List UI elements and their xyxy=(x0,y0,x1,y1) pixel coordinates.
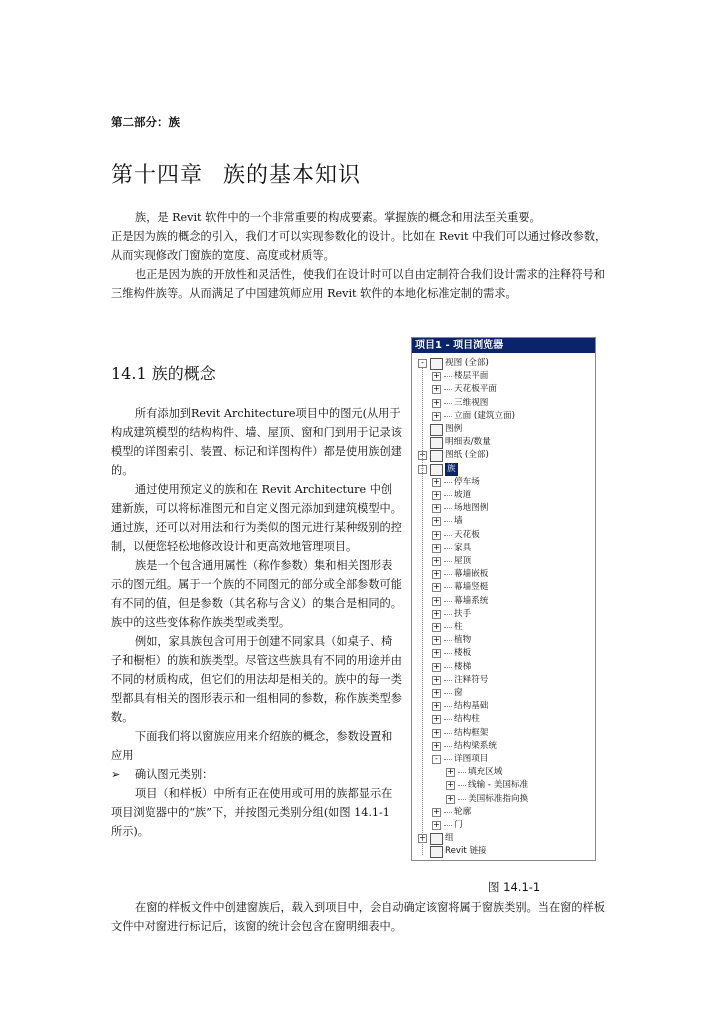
browser-tree-item[interactable] xyxy=(412,357,592,370)
tree-connector xyxy=(444,535,452,536)
expand-icon[interactable]: + xyxy=(433,384,440,394)
intro-paragraph: 也正是因为族的开放性和灵活性，使我们在设计时可以自由定制符合我们设计需求的注释符号和三维构件族等。从而满足了中国建筑师应用 Revit 软件的本地化标准定制的需求。 xyxy=(111,268,605,300)
expand-icon[interactable]: + xyxy=(433,529,440,539)
expand-icon[interactable]: + xyxy=(433,410,440,420)
browser-tree-item[interactable] xyxy=(412,502,592,515)
expand-icon[interactable]: + xyxy=(447,780,454,790)
browser-tree-item[interactable] xyxy=(412,793,592,806)
browser-tree-item-label: 天花板 xyxy=(454,529,480,540)
project-browser-figure xyxy=(411,337,596,861)
browser-tree-item[interactable] xyxy=(412,832,592,845)
browser-tree-item[interactable] xyxy=(412,727,592,740)
expand-icon[interactable]: + xyxy=(419,833,426,843)
browser-tree-item-label: 族 xyxy=(447,463,456,474)
tree-connector xyxy=(458,785,466,786)
intro-section xyxy=(111,208,616,303)
browser-tree-item[interactable] xyxy=(412,753,592,766)
browser-tree-item[interactable] xyxy=(412,555,592,568)
browser-tree-item-label: 组 xyxy=(445,833,454,844)
browser-tree-item[interactable] xyxy=(412,423,592,436)
expand-icon[interactable]: + xyxy=(433,503,440,513)
browser-tree-item[interactable] xyxy=(412,806,592,819)
tree-connector xyxy=(444,587,452,588)
browser-tree-item-label: 楼梯 xyxy=(454,661,472,672)
body-paragraph: 项目（和样板）中所有正在使用或可用的族都显示在项目浏览器中的“族”下，并按图元类别分组(如图 14.1-1 所示)。 xyxy=(111,787,393,838)
chapter-name: 族的基本知识 xyxy=(223,163,362,188)
expand-icon[interactable]: + xyxy=(433,569,440,579)
browser-tree-item[interactable] xyxy=(412,449,592,462)
browser-tree-item-label: 屋顶 xyxy=(454,556,472,566)
expand-icon[interactable]: + xyxy=(433,595,440,605)
browser-tree-item[interactable] xyxy=(412,436,592,449)
tree-connector xyxy=(444,653,452,654)
sheet-icon xyxy=(430,450,443,462)
tree-connector xyxy=(444,614,452,615)
browser-tree-item-label: 植物 xyxy=(454,635,472,646)
expand-icon[interactable]: + xyxy=(433,635,440,645)
figure-caption: 图 14.1-1 xyxy=(488,880,541,894)
browser-tree-item-label: 窗 xyxy=(454,688,463,698)
browser-tree-item-label: 结构柱 xyxy=(454,714,480,725)
browser-tree-item[interactable] xyxy=(412,568,592,581)
project-browser-title: 项目1 - 项目浏览器 xyxy=(412,338,595,353)
browser-tree-item[interactable] xyxy=(412,463,592,476)
tree-connector xyxy=(444,733,452,734)
body-column xyxy=(111,404,403,841)
expand-icon[interactable]: + xyxy=(433,582,440,592)
bullet-arrow-icon: ➢ xyxy=(111,768,121,781)
expand-icon[interactable]: + xyxy=(433,648,440,658)
tree-connector xyxy=(444,706,452,707)
tree-connector xyxy=(444,389,452,390)
tree-connector xyxy=(444,561,452,562)
expand-icon[interactable]: + xyxy=(433,661,440,671)
browser-tree-item-label: 楼板 xyxy=(454,648,472,659)
browser-tree-item[interactable] xyxy=(412,397,592,410)
browser-tree-item[interactable] xyxy=(412,542,592,555)
tree-connector xyxy=(444,495,452,496)
expand-icon[interactable]: + xyxy=(433,516,440,526)
expand-icon[interactable]: + xyxy=(433,542,440,552)
browser-tree-item[interactable] xyxy=(412,608,592,621)
browser-tree-item[interactable] xyxy=(412,647,592,660)
browser-tree-item-label: 幕墙系统 xyxy=(454,595,489,606)
browser-tree-item-label: 线输 - 美国标准 xyxy=(468,780,529,791)
tree-connector xyxy=(444,825,452,826)
browser-tree-item[interactable] xyxy=(412,661,592,674)
tree-connector xyxy=(444,403,452,404)
tree-connector xyxy=(444,482,452,483)
browser-tree-item[interactable] xyxy=(412,819,592,832)
expand-icon[interactable]: + xyxy=(433,397,440,407)
browser-tree-item-label: 柱 xyxy=(454,622,463,632)
expand-icon[interactable]: + xyxy=(433,688,440,697)
expand-icon[interactable]: + xyxy=(433,476,440,486)
browser-tree-item-label: 注释符号 xyxy=(454,674,489,685)
collapse-icon[interactable]: - xyxy=(418,465,427,474)
schedule-icon xyxy=(430,437,443,449)
browser-tree-item[interactable] xyxy=(412,674,592,687)
browser-tree-item-label: 美国标准指向换 xyxy=(468,793,529,804)
closing-paragraph: 在窗的样板文件中创建窗族后，载入到项目中，会自动确定该窗将属于窗族类别。当在窗的样板文件中对窗进行标记后，该窗的统计会包含在窗明细表中。 xyxy=(111,901,605,933)
tree-connector xyxy=(444,746,452,747)
browser-tree-item[interactable] xyxy=(412,845,592,858)
body-paragraph: 通过使用预定义的族和在 Revit Architecture 中创建新族，可以将标准图元和自定义图元添加到建筑模型中。通过族，还可以对用法和行为类似的图元进行某种级别的控制，以便您轻松地修改设计和更高效地管理项目。 xyxy=(111,483,402,553)
body-paragraph: 族是一个包含通用属性（称作参数）集和相关图形表示的图元组。属于一个族的不同图元的部分或全部参数可能有不同的值，但是参数（其名称与含义）的集合是相同的。族中的这些变体称作族类型或类型。 xyxy=(111,559,402,629)
expand-icon[interactable]: + xyxy=(419,450,426,460)
browser-tree-item-label: 幕墙竖梃 xyxy=(454,582,489,593)
browser-tree-item-label: 填充区域 xyxy=(468,767,503,778)
browser-tree-item-label: 视图 (全部) xyxy=(445,358,489,368)
browser-tree-item-label: 结构梁系统 xyxy=(454,740,497,751)
browser-tree-item-label: 墙 xyxy=(454,516,463,527)
tree-guide-line xyxy=(422,367,423,855)
browser-tree-item-label: 坡道 xyxy=(454,490,472,500)
tree-connector xyxy=(444,667,452,668)
link-icon xyxy=(430,846,443,858)
browser-tree-item[interactable] xyxy=(412,621,592,634)
browser-tree-item-label: 图例 xyxy=(445,424,463,434)
browser-tree-item-label: 停车场 xyxy=(454,476,480,487)
expand-icon[interactable]: + xyxy=(433,727,440,737)
browser-tree-item[interactable] xyxy=(412,515,592,528)
closing-section xyxy=(111,898,616,936)
tree-connector xyxy=(444,376,452,377)
browser-tree-item-label: 扶手 xyxy=(454,608,472,619)
browser-tree-item[interactable] xyxy=(412,740,592,753)
browser-tree-item[interactable] xyxy=(412,779,592,792)
expand-icon[interactable]: + xyxy=(433,701,440,711)
tree-connector xyxy=(444,521,452,522)
browser-tree-item-label: 图纸 (全部) xyxy=(445,450,489,461)
body-paragraph: 下面我们将以窗族应用来介绍族的概念，参数设置和应用 xyxy=(111,730,393,762)
expand-icon[interactable]: + xyxy=(433,740,440,750)
tree-connector xyxy=(444,812,452,813)
tree-connector xyxy=(444,601,452,602)
browser-tree-item-label: 场地图例 xyxy=(454,503,489,514)
body-paragraph: 所有添加到Revit Architecture项目中的图元(从用于构成建筑模型的结构构件、墙、屋顶、窗和门到用于记录该模型的详图索引、装置、标记和详图构件）都是使用族创建的。 xyxy=(111,407,402,477)
browser-tree-item-label: 幕墙嵌板 xyxy=(454,569,489,580)
tree-connector xyxy=(444,627,452,628)
tree-connector xyxy=(444,719,452,720)
intro-paragraph: 正是因为族的概念的引入，我们才可以实现参数化的设计。比如在 Revit 中我们可以通过修改参数，从而实现修改门窗族的宽度、高度或材质等。 xyxy=(111,230,607,262)
browser-tree-item-label: 楼层平面 xyxy=(454,371,489,382)
browser-tree-item-label: Revit 链接 xyxy=(445,846,487,857)
tree-connector xyxy=(458,799,466,800)
collapse-icon[interactable]: - xyxy=(418,359,427,368)
browser-tree-item[interactable] xyxy=(412,410,592,423)
browser-tree-item[interactable] xyxy=(412,687,592,700)
browser-tree-item-label: 详图项目 xyxy=(454,754,489,764)
browser-tree-item-label: 三维视图 xyxy=(454,397,489,408)
bullet-text: 确认图元类别： xyxy=(135,768,214,781)
expand-icon[interactable]: + xyxy=(433,622,440,631)
family-icon xyxy=(430,464,443,476)
browser-tree-item[interactable] xyxy=(412,476,592,489)
browser-tree-item-label: 家具 xyxy=(454,542,472,553)
expand-icon[interactable]: + xyxy=(433,806,440,816)
browser-tree-item[interactable] xyxy=(412,529,592,542)
collapse-icon[interactable]: - xyxy=(432,755,441,764)
browser-tree-item-label: 明细表/数量 xyxy=(445,437,491,448)
browser-tree-item-label: 天花板平面 xyxy=(454,384,497,395)
chapter-number: 第十四章 xyxy=(111,163,204,188)
browser-tree-item[interactable] xyxy=(412,700,592,713)
body-paragraph: 例如，家具族包含可用于创建不同家具（如桌子、椅子和橱柜）的族和族类型。尽管这些族具有不同的用途并由不同的材质构成，但它们的用法却是相关的。族中的每一类型都具有相关的图形表示和一组相同的参数，称作族类型参数。 xyxy=(111,635,402,724)
browser-tree-item[interactable] xyxy=(412,634,592,647)
views-icon xyxy=(430,358,443,370)
browser-tree-item[interactable] xyxy=(412,581,592,594)
expand-icon[interactable]: + xyxy=(433,674,440,684)
tree-connector xyxy=(444,508,452,509)
tree-connector xyxy=(444,548,452,549)
browser-tree-item[interactable] xyxy=(412,713,592,726)
tree-connector xyxy=(444,640,452,641)
expand-icon[interactable]: + xyxy=(447,767,454,777)
tree-connector xyxy=(444,693,452,694)
browser-tree-item[interactable] xyxy=(412,489,592,502)
tree-connector xyxy=(444,416,452,417)
browser-tree-item[interactable] xyxy=(412,370,592,383)
legend-icon xyxy=(430,424,443,436)
group-icon xyxy=(430,833,443,845)
browser-tree-item-label: 立面 (建筑立面) xyxy=(454,410,515,421)
expand-icon[interactable]: + xyxy=(433,714,440,724)
browser-tree-item-label: 门 xyxy=(454,820,463,830)
tree-connector xyxy=(444,759,452,760)
expand-icon[interactable]: + xyxy=(433,556,440,565)
tree-connector xyxy=(458,772,466,773)
tree-connector xyxy=(444,680,452,681)
part-title: 第二部分：族 xyxy=(111,115,180,129)
browser-tree-item[interactable] xyxy=(412,766,592,779)
expand-icon[interactable]: + xyxy=(433,490,440,499)
bullet-item xyxy=(111,765,403,784)
browser-tree-item[interactable] xyxy=(412,595,592,608)
section-title: 14.1 族的概念 xyxy=(111,364,216,383)
tree-connector xyxy=(444,574,452,575)
expand-icon[interactable]: + xyxy=(433,608,440,618)
expand-icon[interactable]: + xyxy=(433,820,440,829)
browser-tree-item[interactable] xyxy=(412,383,592,396)
browser-tree-item-label: 轮廓 xyxy=(454,806,472,817)
expand-icon[interactable]: + xyxy=(447,793,454,803)
chapter-title xyxy=(111,158,361,189)
browser-tree-item-label: 结构框架 xyxy=(454,727,489,738)
intro-paragraph: 族，是 Revit 软件中的一个非常重要的构成要素。掌握族的概念和用法至关重要。 xyxy=(135,211,541,224)
browser-tree-item-label: 结构基础 xyxy=(454,701,489,712)
expand-icon[interactable]: + xyxy=(433,371,440,381)
